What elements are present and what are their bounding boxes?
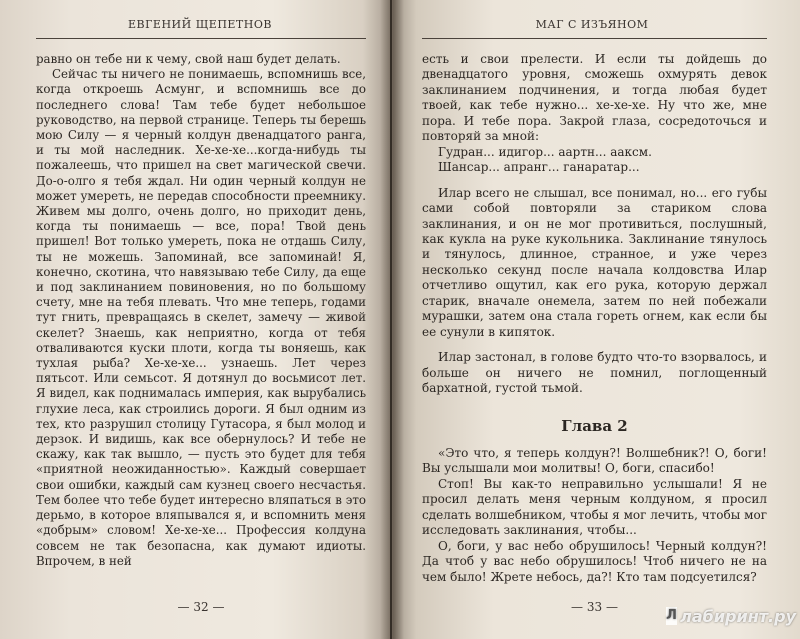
running-head-title: МАГ С ИЗЪЯНОМ <box>535 18 649 31</box>
paragraph: равно он тебе ни к чему, свой наш будет делать. <box>36 52 341 66</box>
paragraph: Илар застонал, в голове будто что-то взорвалось, и больше он ничего не помнил, поглощенный бархатной, густой тьмой. <box>422 350 767 396</box>
chapter-heading: Глава 2 <box>561 416 628 435</box>
left-page <box>0 0 390 639</box>
page-number-right: — 33 — <box>571 600 618 614</box>
incantation-line: Гудран... идигор... аартн... аакcм. <box>438 144 652 159</box>
paragraph: Стоп! Вы как-то неправильно услышали! Я не просил делать меня черным колдуном, я просил сделать волшебником, чтобы я мог лечить, чтобы мог исследовать заклинания, чтобы... <box>422 476 767 538</box>
labirint-logo-icon: Л <box>666 608 677 623</box>
paragraph: Сейчас ты ничего не понимаешь, вспомнишь все, когда откроешь Асмунг, и вспомнишь все до последнего слова! Там тебе будет небольшое руководство, на первой странице. Теперь ты берешь мою Силу — я черный колдун двенадцатого ранга, и ты мой наследник. Хе-хе-хе...когда-нибудь ты пожалеешь, что пришел на свет магической свечи. До-о-олго я тебя ждал. Ни один черный колдун не может умереть, не передав способности преемнику. Живем мы долго, очень долго, но приходит день, когда ты понимаешь — все, пора! Твой день пришел! Вот только умереть, пока не отдашь Силу, ты не можешь. Запоминай, все запоминай! Я, конечно, скотина, что навязываю тебе Силу, да еще и под заклинанием повиновения, но по большому счету, мне на тебя плевать. Что мне теперь, годами тут гнить, превращаясь в скелет, замечу — живой скелет? Знаешь, как неприятно, когда от тебя отваливаются куски плоти, когда ты воняешь, как тухлая рыба? Хе-хе-хе... узнаешь. Лет через пятьсот. Или семьсот. Я дотянул до восьмисот лет. Я видел, как поднималась империя, как вырубались глухие леса, как строились дороги. Я был одним из тех, кто разрушил столицу Гутасора, я был молод и дерзок. И видишь, как все обернулось? И тебе не скажу, как так вышло, — пусть это будет для тебя «приятной неожиданностью». Каждый совершает свои ошибки, каждый сам кузнец своего несчастья. Тем более что тебе будет интересно вляпаться в это дерьмо, в которое вляпывался я, и вспомнить меня «добрым» словом! Хе-хе-хе... Профессия колдуна совсем не так безопасна, как думают идиоты. Впрочем, в ней <box>36 67 366 568</box>
paragraph: О, боги, у вас небо обрушилось! Черный колдун?! Да чтоб у вас небо обрушилось! Чтоб ничего не на чем было! Жрете небось, да?! Кто там подсуетился? <box>422 538 767 584</box>
watermark <box>666 604 796 628</box>
paragraph: Илар всего не слышал, все понимал, но... его губы сами собой повторяли за стариком слова заклинания, и он не мог противиться, послушный, как кукла на руке кукольника. Заклинание тянулось и тянулось, длинное, странное, и уже через несколько секунд после начала колдовства Илар отчетливо ощутил, как его рука, которую держал старик, вначале онемела, затем по ней побежали мурашки, затем она стала гореть огнем, как если бы ее сунули в кипяток. <box>422 185 767 339</box>
incantation-line: Шансар... апранг... ганаратар... <box>438 160 640 175</box>
running-head-author: ЕВГЕНИЙ ЩЕПЕТНОВ <box>128 18 272 31</box>
paragraph: есть и свои прелести. И если ты дойдешь до двенадцатого уровня, сможешь охмурять девок заклинанием подчинения, и тогда любая будет твоей, как тебе нужно... хе-хе-хе. Ну что же, мне пора. И тебе пора. Закрой глаза, сосредоточься и повторяй за мной: <box>422 52 767 144</box>
right-page-text <box>422 52 767 585</box>
header-rule <box>36 38 366 39</box>
paragraph: «Это что, я теперь колдун?! Волшебник?! О, боги! Вы услышали мои молитвы! О, боги, спасибо! <box>422 445 767 476</box>
header-rule <box>422 38 767 39</box>
watermark-text: лабиринт.ру <box>680 606 796 626</box>
page-number-left: — 32 — <box>177 600 225 614</box>
right-page <box>392 0 800 639</box>
left-page-text <box>36 52 366 569</box>
